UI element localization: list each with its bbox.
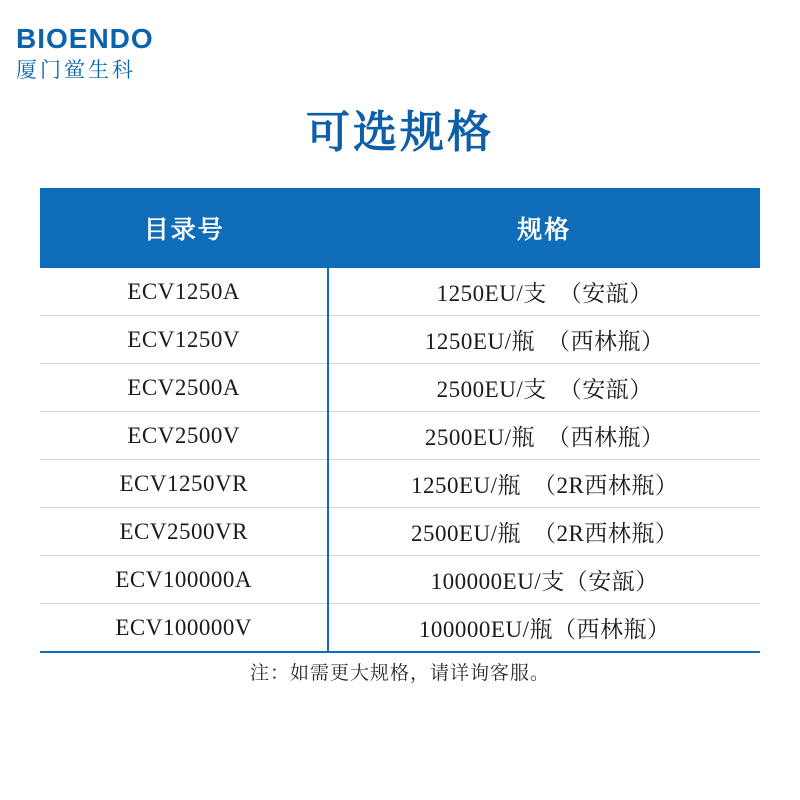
cell-catalog: ECV1250A <box>40 268 328 316</box>
table-header-row <box>40 188 760 268</box>
cell-spec: 2500EU/瓶 （西林瓶） <box>328 412 760 460</box>
header-catalog-number: 目录号 <box>40 188 328 268</box>
table-row <box>40 556 760 604</box>
table-row <box>40 268 760 316</box>
cell-catalog: ECV2500A <box>40 364 328 412</box>
table-body <box>40 268 760 652</box>
brand-logo <box>16 24 276 82</box>
table-row <box>40 316 760 364</box>
brand-chinese-name: 厦门鲎生科 <box>16 59 136 83</box>
spec-table <box>40 188 760 653</box>
table-row <box>40 508 760 556</box>
table-row <box>40 604 760 653</box>
cell-catalog: ECV2500V <box>40 412 328 460</box>
cell-spec: 100000EU/瓶（西林瓶） <box>328 604 760 653</box>
cell-spec: 1250EU/支 （安瓿） <box>328 268 760 316</box>
table-row <box>40 412 760 460</box>
table-row <box>40 364 760 412</box>
cell-catalog: ECV100000A <box>40 556 328 604</box>
cell-spec: 100000EU/支（安瓿） <box>328 556 760 604</box>
cell-catalog: ECV100000V <box>40 604 328 653</box>
cell-spec: 1250EU/瓶 （西林瓶） <box>328 316 760 364</box>
cell-spec: 2500EU/瓶 （2R西林瓶） <box>328 508 760 556</box>
cell-spec: 1250EU/瓶 （2R西林瓶） <box>328 460 760 508</box>
header-specification: 规格 <box>328 188 760 268</box>
page-title: 可选规格 <box>306 108 494 157</box>
table-row <box>40 460 760 508</box>
cell-catalog: ECV1250V <box>40 316 328 364</box>
footnote: 注：如需更大规格，请详询客服。 <box>249 663 550 684</box>
spec-table-container <box>40 188 760 653</box>
cell-spec: 2500EU/支 （安瓿） <box>328 364 760 412</box>
cell-catalog: ECV2500VR <box>40 508 328 556</box>
cell-catalog: ECV1250VR <box>40 460 328 508</box>
brand-wordmark: BIOENDO <box>16 23 154 54</box>
table-head <box>40 188 760 268</box>
